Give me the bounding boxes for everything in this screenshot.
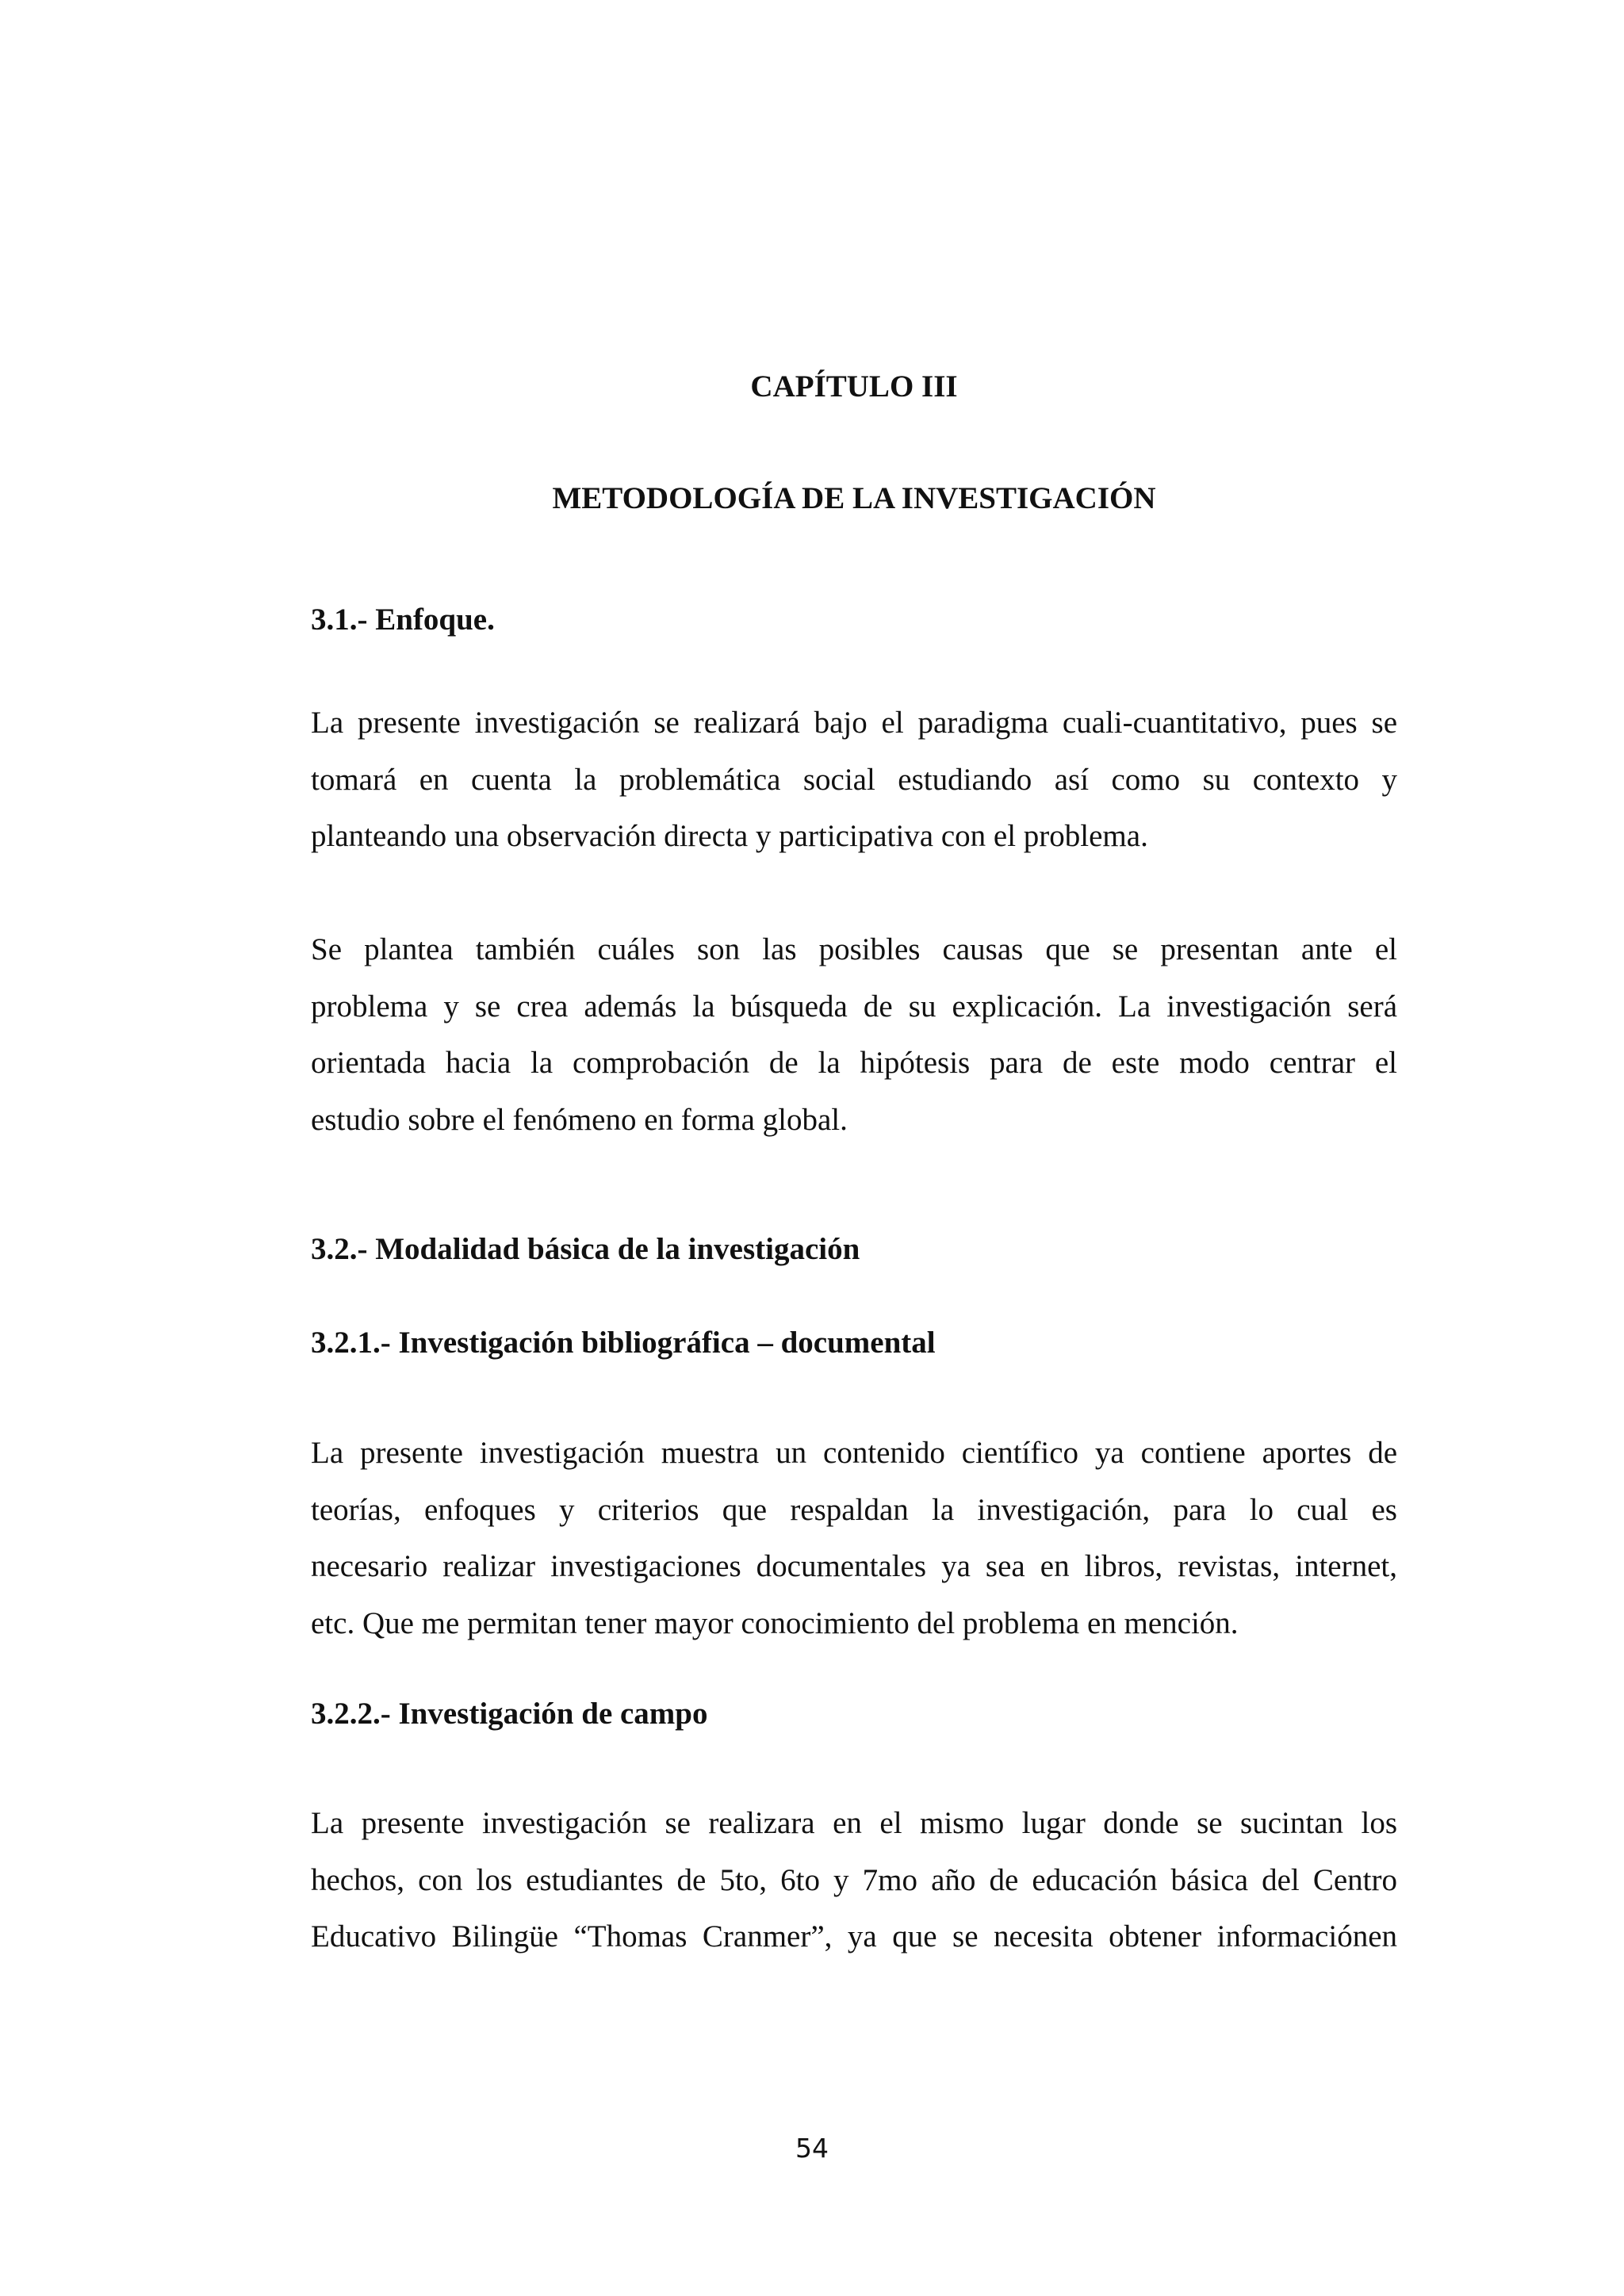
paragraph-line: estudio sobre el fenómeno en forma global. xyxy=(311,1102,848,1137)
section-heading-modalidad: 3.2.- Modalidad básica de la investigación xyxy=(311,1232,860,1266)
paragraph-line: La presente investigación se realizará bajo el paradigma cuali-cuantitativo, pues se xyxy=(311,706,1397,740)
paragraph-enfoque-1 xyxy=(311,695,1397,865)
page-number: 54 xyxy=(795,2133,829,2164)
paragraph-line: Se plantea también cuáles son las posibles causas que se presentan ante el xyxy=(311,932,1397,966)
chapter-subtitle: METODOLOGÍA DE LA INVESTIGACIÓN xyxy=(552,481,1156,515)
paragraph-line: La presente investigación muestra un contenido científico ya contiene aportes de xyxy=(311,1436,1397,1470)
section-heading-bibliografica: 3.2.1.- Investigación bibliográfica – documental xyxy=(311,1326,936,1360)
paragraph-line: problema y se crea además la búsqueda de su explicación. La investigación será xyxy=(311,989,1397,1024)
chapter-title: CAPÍTULO III xyxy=(750,369,958,404)
paragraph-line: etc. Que me permitan tener mayor conocimiento del problema en mención. xyxy=(311,1605,1239,1640)
paragraph-enfoque-2 xyxy=(311,921,1397,1148)
paragraph-line: orientada hacia la comprobación de la hipótesis para de este modo centrar el xyxy=(311,1046,1397,1080)
section-heading-campo: 3.2.2.- Investigación de campo xyxy=(311,1697,708,1731)
paragraph-campo xyxy=(311,1795,1397,1965)
paragraph-line: tomará en cuenta la problemática social estudiando así como su contexto y xyxy=(311,762,1397,797)
paragraph-line: La presente investigación se realizara en el mismo lugar donde se sucintan los xyxy=(311,1806,1397,1840)
paragraph-line: teorías, enfoques y criterios que respaldan la investigación, para lo cual es xyxy=(311,1492,1397,1527)
paragraph-line: planteando una observación directa y participativa con el problema. xyxy=(311,819,1148,853)
paragraph-line: Educativo Bilingüe “Thomas Cranmer”, ya que se necesita obtener informaciónen xyxy=(311,1919,1397,1954)
paragraph-line: hechos, con los estudiantes de 5to, 6to y 7mo año de educación básica del Centro xyxy=(311,1862,1397,1897)
paragraph-line: necesario realizar investigaciones documentales ya sea en libros, revistas, internet, xyxy=(311,1549,1397,1583)
section-heading-enfoque: 3.1.- Enfoque. xyxy=(311,603,495,637)
paragraph-bibliografica xyxy=(311,1425,1397,1651)
